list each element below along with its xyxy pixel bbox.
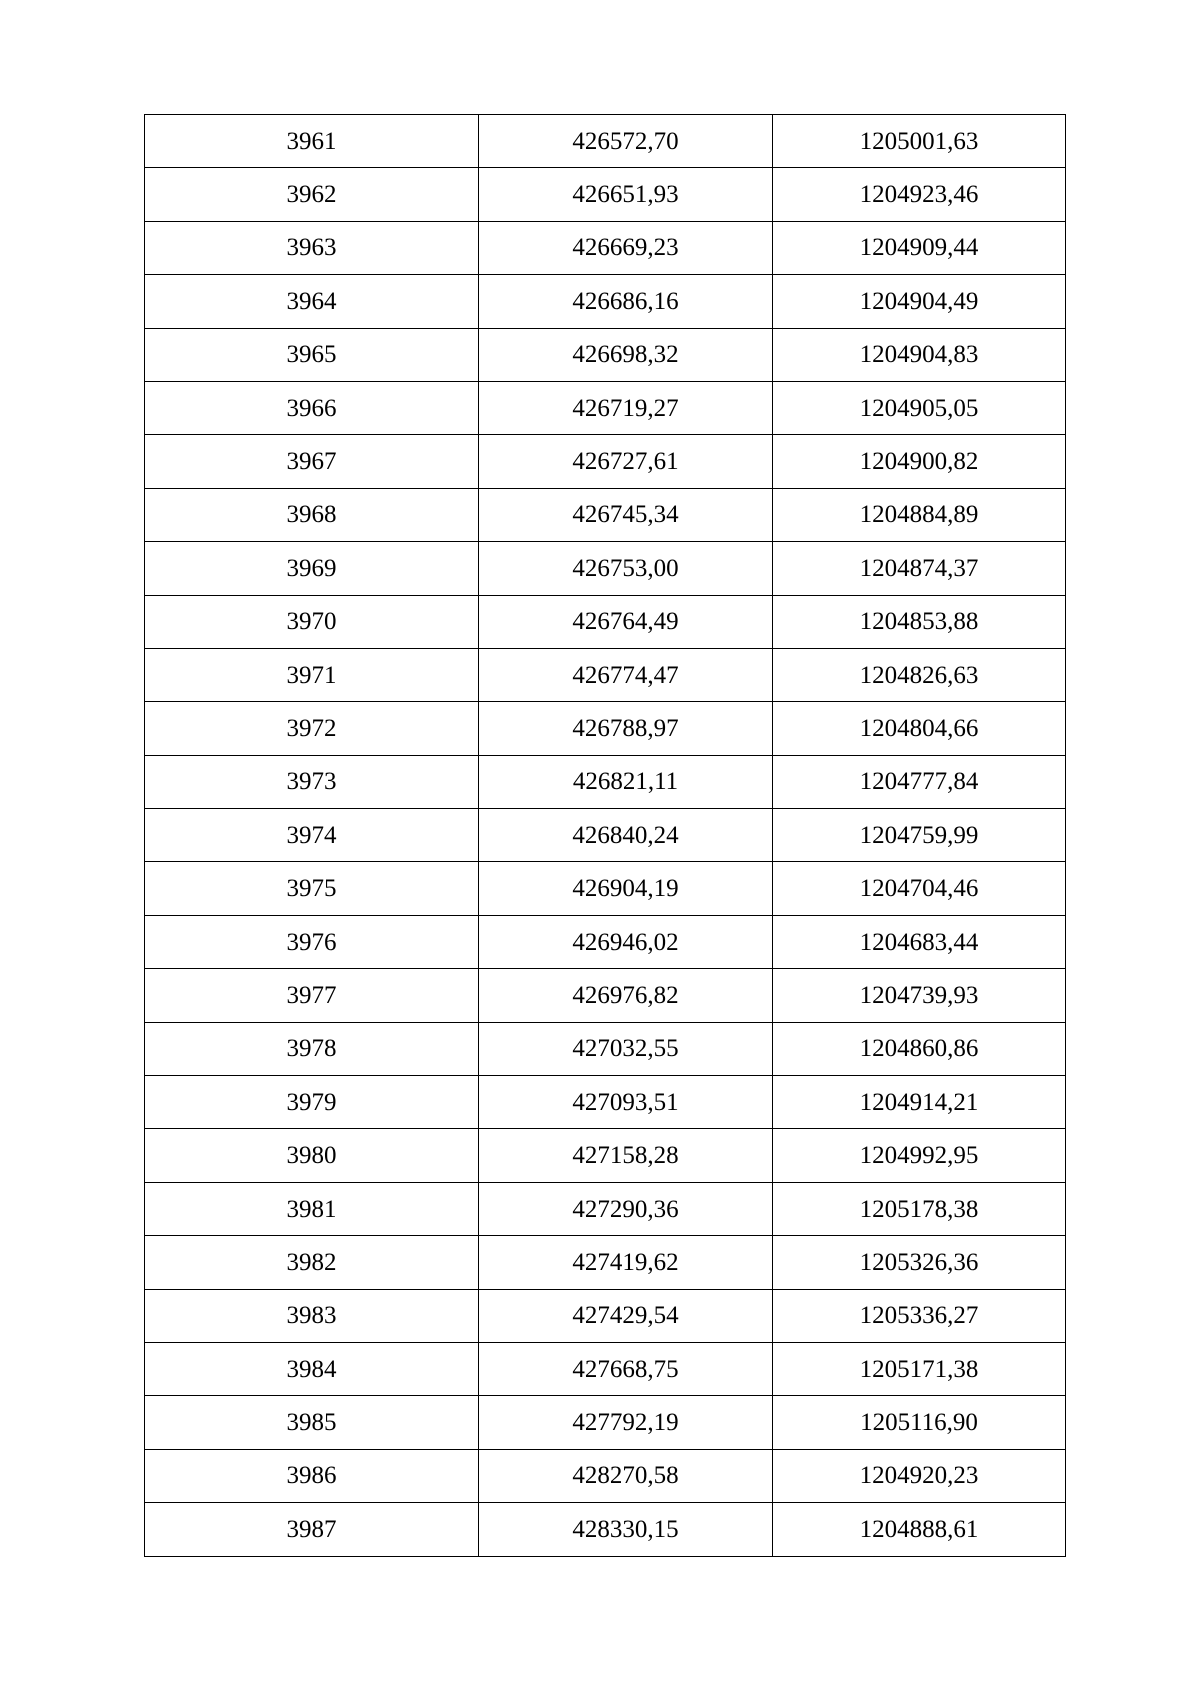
table-row [145,488,1066,541]
table-row [145,702,1066,755]
x-coordinate-cell: 426946,02 [479,915,773,968]
y-coordinate-cell: 1204904,83 [773,328,1066,381]
x-coordinate-cell: 426821,11 [479,755,773,808]
x-coordinate-cell: 427290,36 [479,1182,773,1235]
table-row [145,809,1066,862]
point-number-cell: 3961 [145,115,479,168]
x-coordinate-cell: 426572,70 [479,115,773,168]
y-coordinate-cell: 1204888,61 [773,1503,1066,1556]
table-row [145,862,1066,915]
x-coordinate-cell: 426686,16 [479,275,773,328]
x-coordinate-cell: 426651,93 [479,168,773,221]
x-coordinate-cell: 426669,23 [479,221,773,274]
x-coordinate-cell: 426719,27 [479,381,773,434]
table-row [145,275,1066,328]
point-number-cell: 3983 [145,1289,479,1342]
x-coordinate-cell: 426774,47 [479,648,773,701]
x-coordinate-cell: 428270,58 [479,1449,773,1502]
y-coordinate-cell: 1204923,46 [773,168,1066,221]
table-row [145,595,1066,648]
point-number-cell: 3973 [145,755,479,808]
table-row [145,542,1066,595]
point-number-cell: 3987 [145,1503,479,1556]
y-coordinate-cell: 1204905,05 [773,381,1066,434]
y-coordinate-cell: 1204853,88 [773,595,1066,648]
point-number-cell: 3977 [145,969,479,1022]
table-row [145,969,1066,1022]
y-coordinate-cell: 1205336,27 [773,1289,1066,1342]
point-number-cell: 3972 [145,702,479,755]
x-coordinate-cell: 427792,19 [479,1396,773,1449]
table-row [145,1289,1066,1342]
y-coordinate-cell: 1205326,36 [773,1236,1066,1289]
y-coordinate-cell: 1204777,84 [773,755,1066,808]
y-coordinate-cell: 1204874,37 [773,542,1066,595]
point-number-cell: 3963 [145,221,479,274]
y-coordinate-cell: 1204704,46 [773,862,1066,915]
table-row [145,115,1066,168]
y-coordinate-cell: 1204992,95 [773,1129,1066,1182]
y-coordinate-cell: 1204904,49 [773,275,1066,328]
x-coordinate-cell: 427429,54 [479,1289,773,1342]
table-row [145,328,1066,381]
y-coordinate-cell: 1204739,93 [773,969,1066,1022]
point-number-cell: 3965 [145,328,479,381]
x-coordinate-cell: 426840,24 [479,809,773,862]
table-row [145,648,1066,701]
point-number-cell: 3971 [145,648,479,701]
point-number-cell: 3964 [145,275,479,328]
x-coordinate-cell: 426904,19 [479,862,773,915]
point-number-cell: 3974 [145,809,479,862]
table-row [145,1076,1066,1129]
y-coordinate-cell: 1205116,90 [773,1396,1066,1449]
point-number-cell: 3985 [145,1396,479,1449]
point-number-cell: 3986 [145,1449,479,1502]
table-row [145,1503,1066,1556]
x-coordinate-cell: 426764,49 [479,595,773,648]
y-coordinate-cell: 1205001,63 [773,115,1066,168]
point-number-cell: 3962 [145,168,479,221]
point-number-cell: 3982 [145,1236,479,1289]
point-number-cell: 3984 [145,1342,479,1395]
point-number-cell: 3967 [145,435,479,488]
point-number-cell: 3975 [145,862,479,915]
y-coordinate-cell: 1204826,63 [773,648,1066,701]
x-coordinate-cell: 428330,15 [479,1503,773,1556]
table-row [145,915,1066,968]
point-number-cell: 3968 [145,488,479,541]
x-coordinate-cell: 426727,61 [479,435,773,488]
table-row [145,435,1066,488]
point-number-cell: 3966 [145,381,479,434]
x-coordinate-cell: 427032,55 [479,1022,773,1075]
coordinates-table-body [145,115,1066,1557]
x-coordinate-cell: 427668,75 [479,1342,773,1395]
table-row [145,221,1066,274]
y-coordinate-cell: 1204804,66 [773,702,1066,755]
point-number-cell: 3969 [145,542,479,595]
point-number-cell: 3970 [145,595,479,648]
y-coordinate-cell: 1204920,23 [773,1449,1066,1502]
table-row [145,1129,1066,1182]
y-coordinate-cell: 1205171,38 [773,1342,1066,1395]
x-coordinate-cell: 426698,32 [479,328,773,381]
y-coordinate-cell: 1205178,38 [773,1182,1066,1235]
y-coordinate-cell: 1204884,89 [773,488,1066,541]
y-coordinate-cell: 1204683,44 [773,915,1066,968]
point-number-cell: 3978 [145,1022,479,1075]
y-coordinate-cell: 1204759,99 [773,809,1066,862]
point-number-cell: 3981 [145,1182,479,1235]
table-row [145,755,1066,808]
table-row [145,1449,1066,1502]
table-row [145,1342,1066,1395]
y-coordinate-cell: 1204909,44 [773,221,1066,274]
x-coordinate-cell: 426745,34 [479,488,773,541]
point-number-cell: 3976 [145,915,479,968]
point-number-cell: 3980 [145,1129,479,1182]
table-row [145,1022,1066,1075]
point-number-cell: 3979 [145,1076,479,1129]
table-row [145,1236,1066,1289]
x-coordinate-cell: 427419,62 [479,1236,773,1289]
y-coordinate-cell: 1204860,86 [773,1022,1066,1075]
table-row [145,1396,1066,1449]
table-row [145,168,1066,221]
table-row [145,1182,1066,1235]
x-coordinate-cell: 427158,28 [479,1129,773,1182]
x-coordinate-cell: 426976,82 [479,969,773,1022]
x-coordinate-cell: 426788,97 [479,702,773,755]
x-coordinate-cell: 426753,00 [479,542,773,595]
coordinates-table [144,114,1066,1557]
x-coordinate-cell: 427093,51 [479,1076,773,1129]
y-coordinate-cell: 1204914,21 [773,1076,1066,1129]
y-coordinate-cell: 1204900,82 [773,435,1066,488]
table-row [145,381,1066,434]
